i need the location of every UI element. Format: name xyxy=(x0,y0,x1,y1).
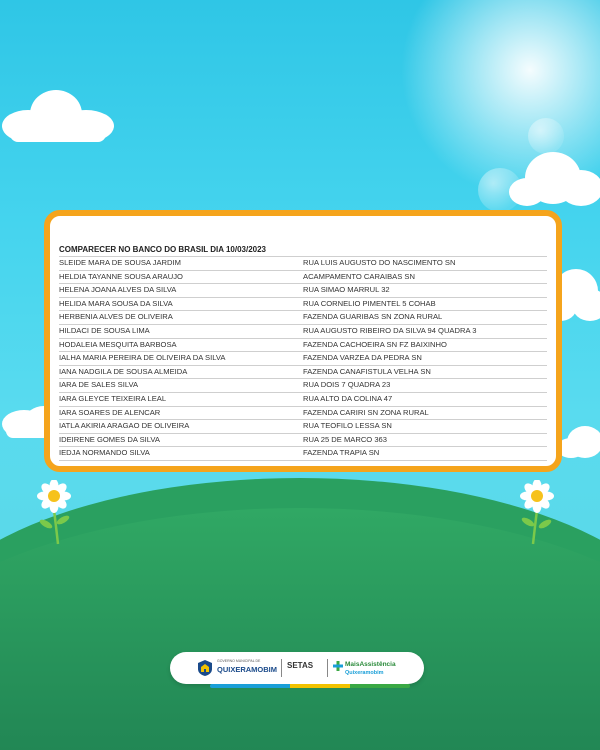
footer-setas: SETAS xyxy=(287,661,314,670)
table-row xyxy=(59,325,547,339)
beneficiary-name: HILDACI DE SOUSA LIMA xyxy=(59,325,150,335)
plus-icon xyxy=(333,661,343,671)
table-row xyxy=(59,393,547,407)
table-row xyxy=(59,434,547,448)
footer-mais-sub: Quixeramobim xyxy=(345,670,384,676)
beneficiary-address: RUA SIMAO MARRUL 32 xyxy=(303,285,390,295)
beneficiary-address: RUA LUIS AUGUSTO DO NASCIMENTO SN xyxy=(303,258,456,267)
beneficiary-address: FAZENDA CANAFISTULA VELHA SN xyxy=(303,366,431,376)
table-row xyxy=(59,379,547,393)
beneficiary-name: IALHA MARIA PEREIRA DE OLIVEIRA DA SILVA xyxy=(59,353,226,363)
hill-front xyxy=(0,508,600,750)
beneficiary-address: RUA ALTO DA COLINA 47 xyxy=(303,393,393,403)
footer-divider xyxy=(327,659,328,677)
beneficiary-address: FAZENDA VARZEA DA PEDRA SN xyxy=(303,353,422,363)
table-row xyxy=(59,420,547,434)
table-row xyxy=(59,352,547,366)
beneficiary-address: ACAMPAMENTO CARAIBAS SN xyxy=(303,271,415,281)
footer-mais-assistencia: MaisAssistência xyxy=(345,661,396,668)
beneficiary-address: FAZENDA CARIRI SN ZONA RURAL xyxy=(303,407,429,417)
beneficiary-address: RUA DOIS 7 QUADRA 23 xyxy=(303,380,391,390)
beneficiary-address: RUA 25 DE MARCO 363 xyxy=(303,434,387,444)
cloud-upper-middle xyxy=(505,148,600,210)
sheet-rows xyxy=(59,257,547,461)
table-row xyxy=(59,311,547,325)
beneficiary-sheet xyxy=(59,243,547,461)
beneficiary-name: HELIDA MARA SOUSA DA SILVA xyxy=(59,298,173,308)
footer-logo-bar xyxy=(170,652,424,684)
beneficiary-name: HELENA JOANA ALVES DA SILVA xyxy=(59,285,177,295)
beneficiary-name: SLEIDE MARA DE SOUSA JARDIM xyxy=(59,258,181,267)
list-card xyxy=(44,210,562,472)
sheet-title: COMPARECER NO BANCO DO BRASIL DIA 10/03/2023 xyxy=(59,243,547,257)
table-row xyxy=(59,298,547,312)
beneficiary-address: FAZENDA TRAPIA SN xyxy=(303,448,380,458)
beneficiary-name: HODALEIA MESQUITA BARBOSA xyxy=(59,339,177,349)
beneficiary-address: RUA CORNELIO PIMENTEL 5 COHAB xyxy=(303,298,436,308)
table-row xyxy=(59,339,547,353)
beneficiary-name: IDEIRENE GOMES DA SILVA xyxy=(59,434,160,444)
footer-color-stripe xyxy=(210,684,410,688)
beneficiary-name: IANA NADGILA DE SOUSA ALMEIDA xyxy=(59,366,188,376)
table-row xyxy=(59,366,547,380)
beneficiary-name: HELDIA TAYANNE SOUSA ARAUJO xyxy=(59,271,183,281)
beneficiary-address: RUA TEOFILO LESSA SN xyxy=(303,421,392,431)
beneficiary-name: IARA GLEYCE TEIXEIRA LEAL xyxy=(59,393,167,403)
beneficiary-name: IARA SOARES DE ALENCAR xyxy=(59,407,161,417)
footer-divider xyxy=(281,659,282,677)
footer-city-name: QUIXERAMOBIM xyxy=(217,665,277,674)
table-row xyxy=(59,271,547,285)
daisy-right xyxy=(519,480,555,546)
table-row xyxy=(59,407,547,421)
beneficiary-name: IATLA AKIRIA ARAGAO DE OLIVEIRA xyxy=(59,421,190,431)
table-row xyxy=(59,257,547,271)
table-row xyxy=(59,447,547,461)
beneficiary-address: FAZENDA CACHOEIRA SN FZ BAIXINHO xyxy=(303,339,447,349)
city-seal-icon xyxy=(196,659,214,677)
daisy-left xyxy=(36,480,72,546)
beneficiary-address: RUA AUGUSTO RIBEIRO DA SILVA 94 QUADRA 3 xyxy=(303,325,477,335)
beneficiary-name: IEDJA NORMANDO SILVA xyxy=(59,448,150,458)
footer-prefeitura-label: GOVERNO MUNICIPAL DE xyxy=(217,659,261,663)
beneficiary-name: IARA DE SALES SILVA xyxy=(59,380,139,390)
table-row xyxy=(59,284,547,298)
beneficiary-name: HERBENIA ALVES DE OLIVEIRA xyxy=(59,312,173,322)
cloud-left xyxy=(0,88,120,144)
beneficiary-address: FAZENDA GUARIBAS SN ZONA RURAL xyxy=(303,312,443,322)
